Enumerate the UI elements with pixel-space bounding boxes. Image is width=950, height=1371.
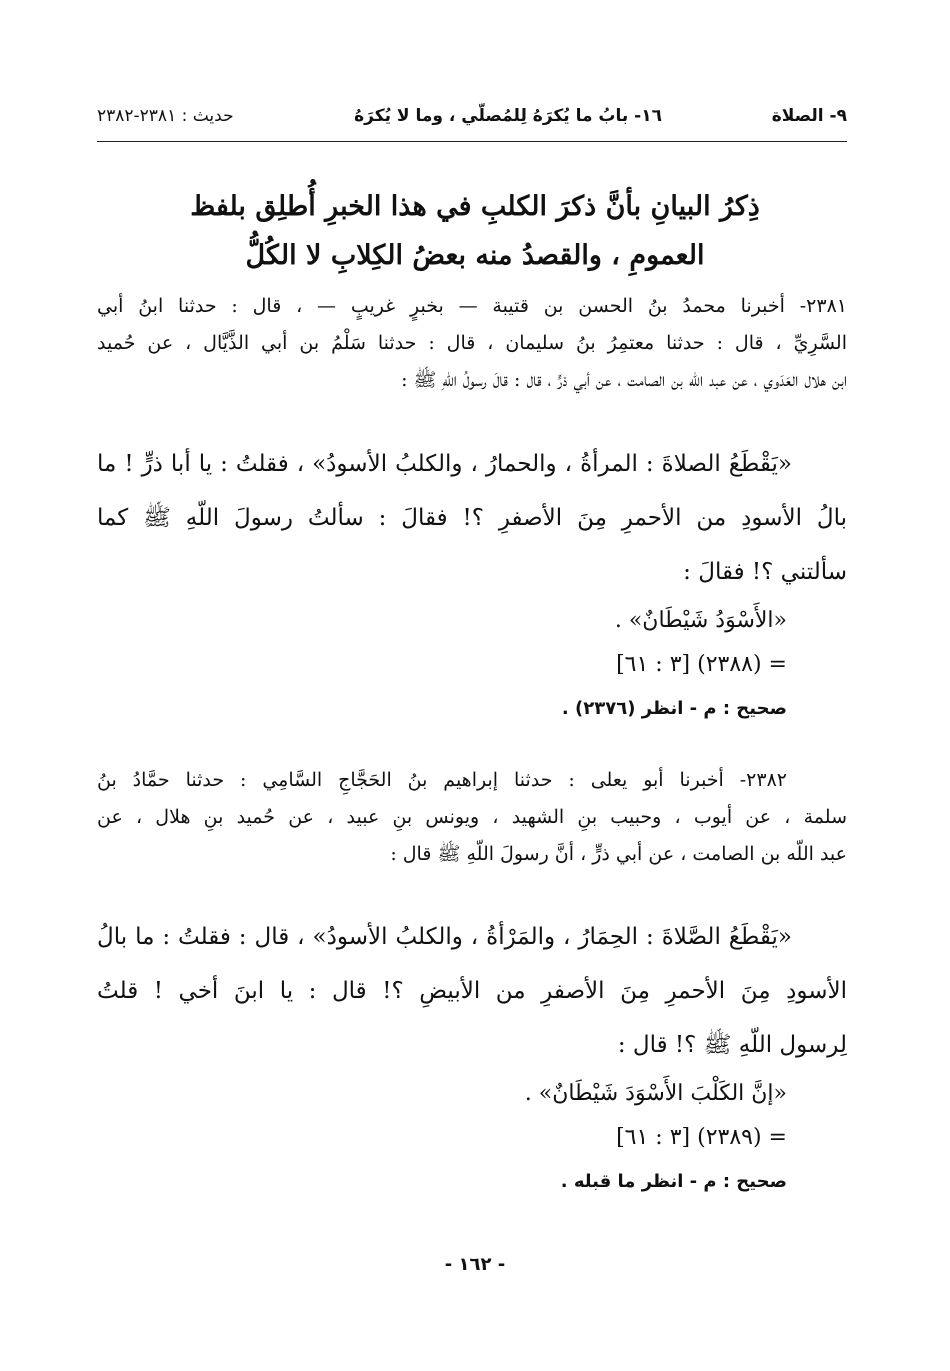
grading-note: صحيح : م - انظر (٢٣٧٦) . <box>561 698 787 719</box>
running-header <box>97 104 847 138</box>
text-line: «يَقْطَعُ الصَّلاةَ : الحِمَارُ ، والمَرْأةُ ، والكلبُ الأسودُ» ، قال : فقلتُ : ما بالُ <box>97 924 792 950</box>
cross-reference: = (٢٣٨٩) [٣ : ٦١] <box>616 1125 787 1150</box>
text-line: لِرسول اللّهِ ﷺ ؟! قال : <box>617 1032 847 1058</box>
text-line: «يَقْطَعُ الصلاةَ : المرأةُ ، والحمارُ ، والكلبُ الأسودُ» ، فقلتُ : يا أبا ذرٍّ ! ما <box>97 451 792 477</box>
text-line: ابن هلال العَدَوي ، عن عبد اللّه بن الصامت ، عن أبي ذرٍّ ، قال : قالَ رسولُ اللّهِ ﷺ : <box>401 369 847 391</box>
text-line: الأسودِ مِنَ الأحمرِ مِنَ الأصفرِ من الأبيضِ ؟! قال : يا ابنَ أخي ! قلتُ <box>97 978 847 1004</box>
prophetic-quote: «الأَسْوَدُ شَيْطَانٌ» . <box>614 608 787 633</box>
hadith-range-label: حديث : ٢٣٨١-٢٣٨٢ <box>97 106 234 126</box>
text-line: ٢٣٨١- أخبرنا محمدُ بنُ الحسن بن قتيبة — بخبرٍ غريبٍ — ، قال : حدثنا ابنُ أبي <box>97 295 847 317</box>
title-line-2: العمومِ ، والقصدُ منه بعضُ الكِلابِ لا الكُلُّ <box>245 240 705 271</box>
cross-reference: = (٢٣٨٨) [٣ : ٦١] <box>616 652 787 677</box>
header-divider <box>97 141 847 142</box>
text-line: عبد اللّه بن الصامت ، عن أبي ذرٍّ ، أنَّ رسولَ اللّهِ ﷺ قال : <box>390 843 847 865</box>
hadith-2381-isnad <box>97 288 847 399</box>
text-line: سلمة ، عن أيوب ، وحبيب بنِ الشهيد ، ويونس بنِ عبيد ، عن حُميد بنِ هلال ، عن <box>97 806 847 828</box>
hadith-2381-matn <box>97 437 847 731</box>
section-title <box>150 182 800 280</box>
page-number: - ١٦٢ - <box>444 1254 506 1275</box>
hadith-2382-matn <box>97 910 847 1204</box>
grading-note: صحيح : م - انظر ما قبله . <box>560 1171 787 1192</box>
title-line-1: ذِكرُ البيانِ بأنَّ ذكرَ الكلبِ في هذا الخبرِ أُطلِق بلفظ <box>190 191 760 222</box>
text-line: سألتني ؟! فقالَ : <box>683 559 847 585</box>
text-line: السَّرِيِّ ، قال : حدثنا معتمِرُ بنُ سليمان ، قال : حدثنا سَلْمُ بن أبي الذَّيَّال ، عن حُميد <box>97 332 847 354</box>
prophetic-quote: «إنَّ الكَلْبَ الأَسْوَدَ شَيْطَانٌ» . <box>524 1081 787 1106</box>
section-label: ١٦- بابُ ما يُكرَهُ لِلمُصلّي ، وما لا يُكرَهُ <box>354 106 662 126</box>
chapter-label: ٩- الصلاة <box>771 106 847 126</box>
text-line: ٢٣٨٢- أخبرنا أبو يعلى : حدثنا إبراهيم بنُ الحَجَّاجِ السَّامِي : حدثنا حمَّادُ بنُ <box>97 769 787 791</box>
hadith-2382-isnad <box>97 762 847 873</box>
text-line: بالُ الأسودِ من الأحمرِ مِنَ الأصفرِ ؟! فقالَ : سألتُ رسولَ اللّهِ ﷺ كما <box>97 505 847 531</box>
